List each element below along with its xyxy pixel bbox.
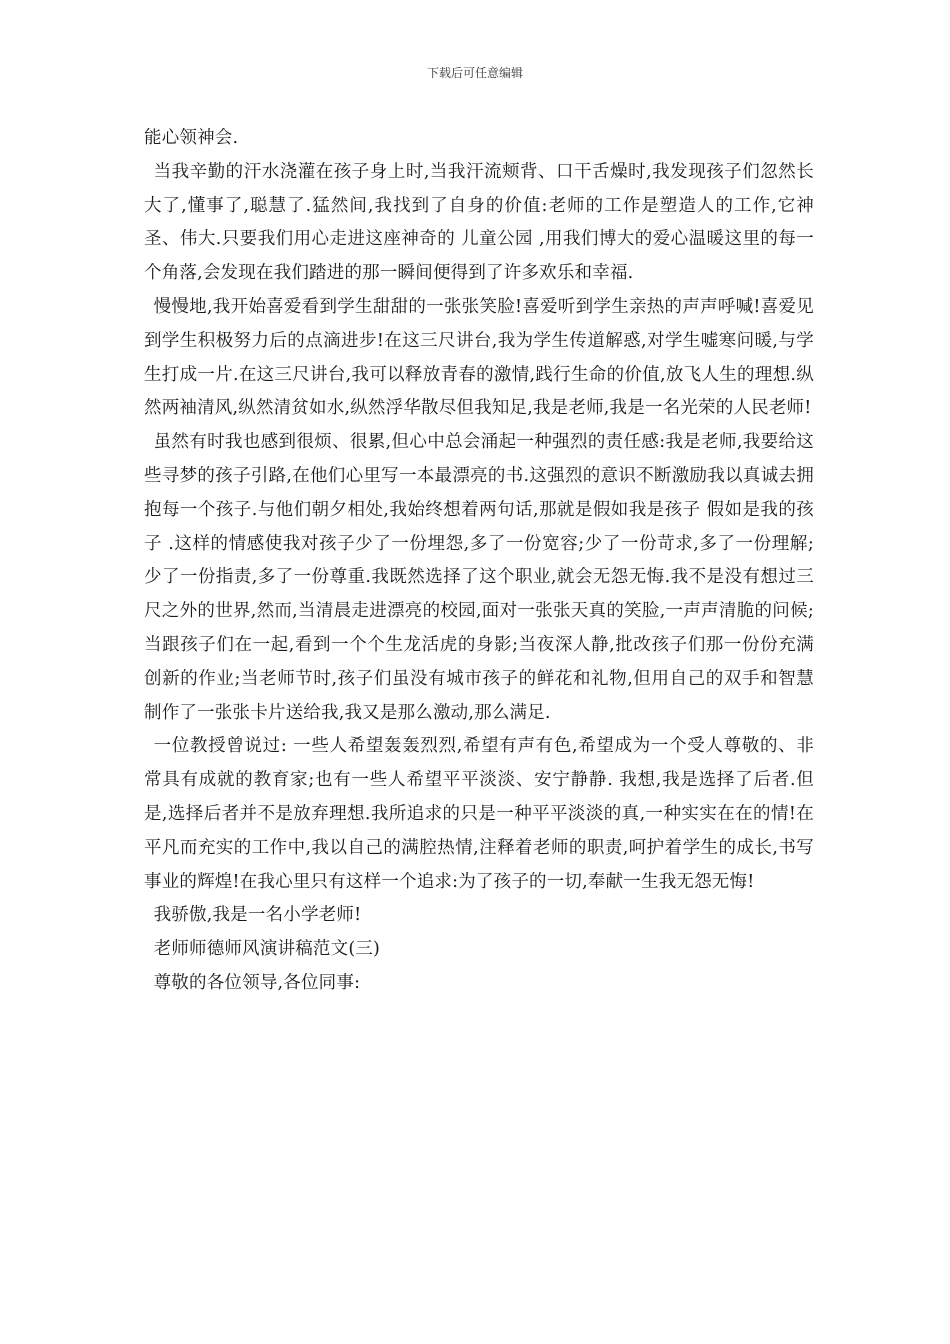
page-header: 下载后可任意编辑	[426, 66, 523, 80]
paragraph-continuation: 能心领神会.	[144, 128, 239, 148]
paragraph: 我骄傲,我是一名小学老师!	[153, 905, 362, 926]
paragraph: 虽然有时我也感到很烦、很累,但心中总会涌起一种强烈的责任感:我是老师,我要给这些寻梦的孩子引路,在他们心里写一本最漂亮的书.这强烈的意识不断激励我以真诚去拥抱每一个孩子.与他们朝夕相处,我始终想着两句话,那就是假如我是孩子 假如是我的孩子 .这样的情感使我对孩子少了一份埋怨,多了一份宽容;少了一份苛求,多了一份理解;少了一份指责,多了一份尊重.我既然选择了这个职业,就会无怨无悔.我不是没有想过三尺之外的世界,然而,当清晨走进漂亮的校园,面对一张张天真的笑脸,一声声清脆的问候;当跟孩子们在一起,看到一个个生龙活虎的身影;当夜深人静,批改孩子们那一份份充满创新的作业;当老师节时,孩子们虽没有城市孩子的鲜花和礼物,但用自己的双手和智慧制作了一张张卡片送给我,我又是那么激动,那么满足.	[144, 432, 814, 723]
paragraph: 当我辛勤的汗水浇灌在孩子身上时,当我汗流颊背、口干舌燥时,我发现孩子们忽然长大了,懂事了,聪慧了.猛然间,我找到了自身的价值:老师的工作是塑造人的工作,它神圣、伟大.只要我们用心走进这座神奇的 儿童公园 ,用我们博大的爱心温暖这里的每一个角落,会发现在我们踏进的那一瞬间便得到了许多欢乐和幸福.	[144, 161, 814, 284]
paragraph: 慢慢地,我开始喜爱看到学生甜甜的一张张笑脸!喜爱听到学生亲热的声声呼喊!喜爱见到学生积极努力后的点滴进步!在这三尺讲台,我为学生传道解惑,对学生嘘寒问暖,与学生打成一片.在这三尺讲台,我可以释放青春的激情,践行生命的价值,放飞人生的理想.纵然两袖清风,纵然清贫如水,纵然浮华散尽但我知足,我是老师,我是一名光荣的人民老师!	[144, 296, 814, 419]
salutation: 尊敬的各位领导,各位同事:	[153, 972, 361, 993]
document-body	[144, 122, 814, 1001]
section-title: 老师师德师风演讲稿范文(三)	[153, 939, 381, 960]
paragraph: 一位教授曾说过: 一些人希望轰轰烈烈,希望有声有色,希望成为一个受人尊敬的、非常具有成就的教育家;也有一些人希望平平淡淡、安宁静静. 我想,我是选择了后者.但是,选择后者并不是放弃理想.我所追求的只是一种平平淡淡的真,一种实实在在的情!在平凡而充实的工作中,我以自己的满腔热情,注释着老师的职责,呵护着学生的成长,书写事业的辉煌!在我心里只有这样一个追求:为了孩子的一切,奉献一生我无怨无悔!	[144, 736, 814, 892]
